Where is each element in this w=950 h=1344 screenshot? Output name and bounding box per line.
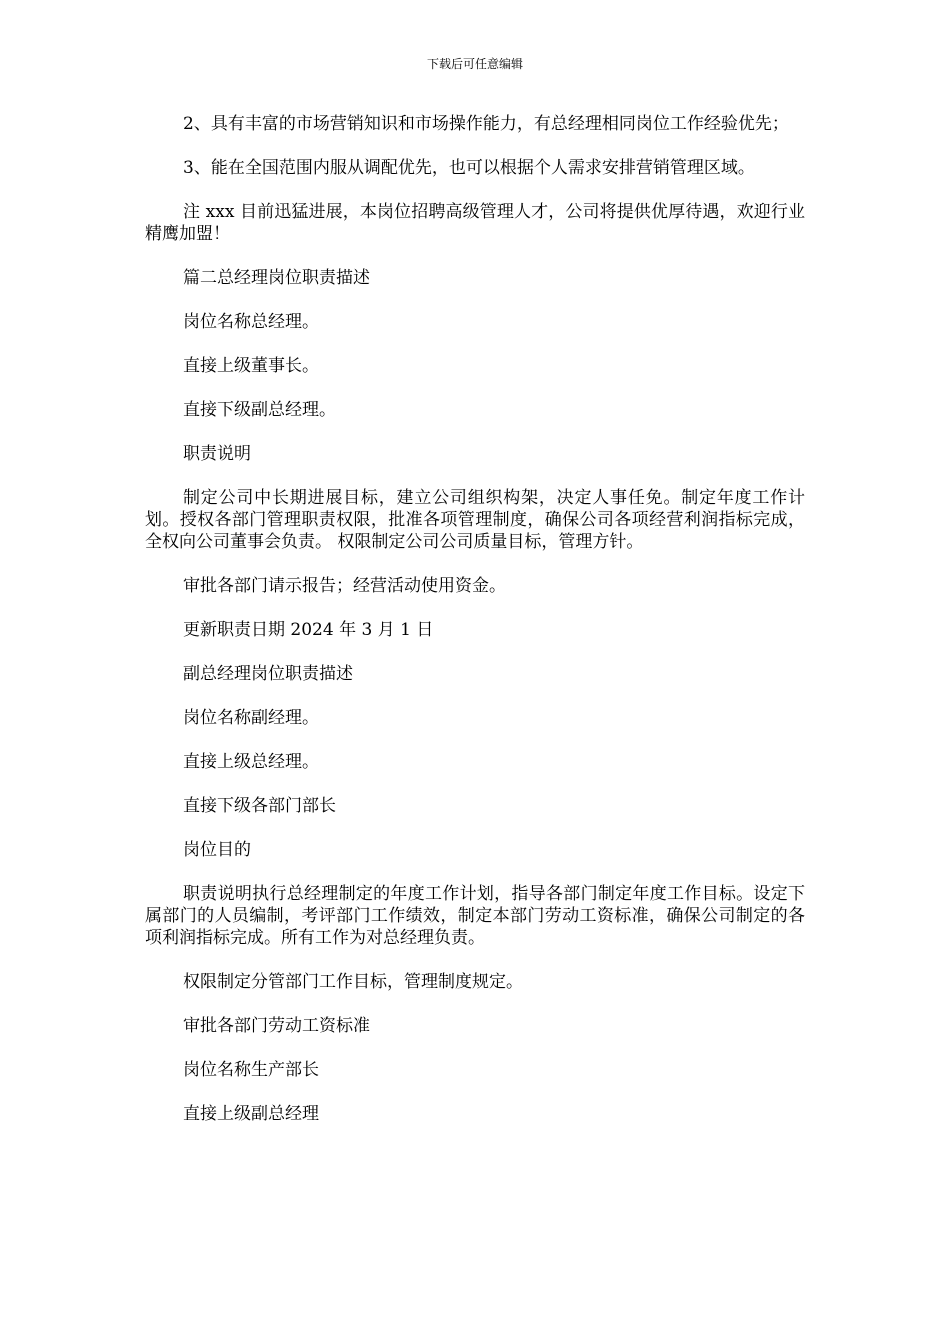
paragraph-note: 注 xxx 目前迅猛进展，本岗位招聘高级管理人才，公司将提供优厚待遇，欢迎行业精鹰加盟！ — [145, 202, 805, 244]
paragraph-requirement-3: 3、能在全国范围内服从调配优先，也可以根据个人需求安排营销管理区域。 — [183, 158, 755, 178]
section-heading-deputy-gm: 副总经理岗位职责描述 — [183, 664, 353, 684]
page-header: 下载后可任意编辑 — [426, 57, 523, 71]
paragraph-direct-subordinate: 直接下级各部门部长 — [183, 796, 336, 816]
paragraph-duty-heading: 职责说明 — [183, 444, 251, 464]
document-body — [145, 113, 805, 1147]
paragraph-deputy-duties: 职责说明执行总经理制定的年度工作计划，指导各部门制定年度工作目标。设定下属部门的人员编制，考评部门工作绩效，制定本部门劳动工资标准，确保公司制定的各项利润指标完成。所有工作为对总经理负责。 — [145, 884, 805, 948]
paragraph-direct-superior: 直接上级副总经理 — [183, 1104, 319, 1124]
paragraph-direct-subordinate: 直接下级副总经理。 — [183, 400, 336, 420]
paragraph-direct-superior: 直接上级总经理。 — [183, 752, 319, 772]
paragraph-update-date: 更新职责日期 2024 年 3 月 1 日 — [183, 620, 434, 640]
paragraph-deputy-approval: 审批各部门劳动工资标准 — [183, 1016, 370, 1036]
paragraph-position-purpose: 岗位目的 — [183, 840, 251, 860]
paragraph-gm-duties: 制定公司中长期进展目标，建立公司组织构架，决定人事任免。制定年度工作计划。授权各部门管理职责权限，批准各项管理制度，确保公司各项经营利润指标完成，全权向公司董事会负责。 权限制定公司公司质量目标，管理方针。 — [145, 488, 805, 552]
paragraph-position-name: 岗位名称总经理。 — [183, 312, 319, 332]
paragraph-deputy-authority: 权限制定分管部门工作目标，管理制度规定。 — [183, 972, 523, 992]
paragraph-direct-superior: 直接上级董事长。 — [183, 356, 319, 376]
paragraph-position-name: 岗位名称副经理。 — [183, 708, 319, 728]
paragraph-requirement-2: 2、具有丰富的市场营销知识和市场操作能力，有总经理相同岗位工作经验优先； — [183, 114, 789, 134]
paragraph-position-name: 岗位名称生产部长 — [183, 1060, 319, 1080]
section-heading-gm: 篇二总经理岗位职责描述 — [183, 268, 370, 288]
paragraph-gm-approval: 审批各部门请示报告；经营活动使用资金。 — [183, 576, 506, 596]
